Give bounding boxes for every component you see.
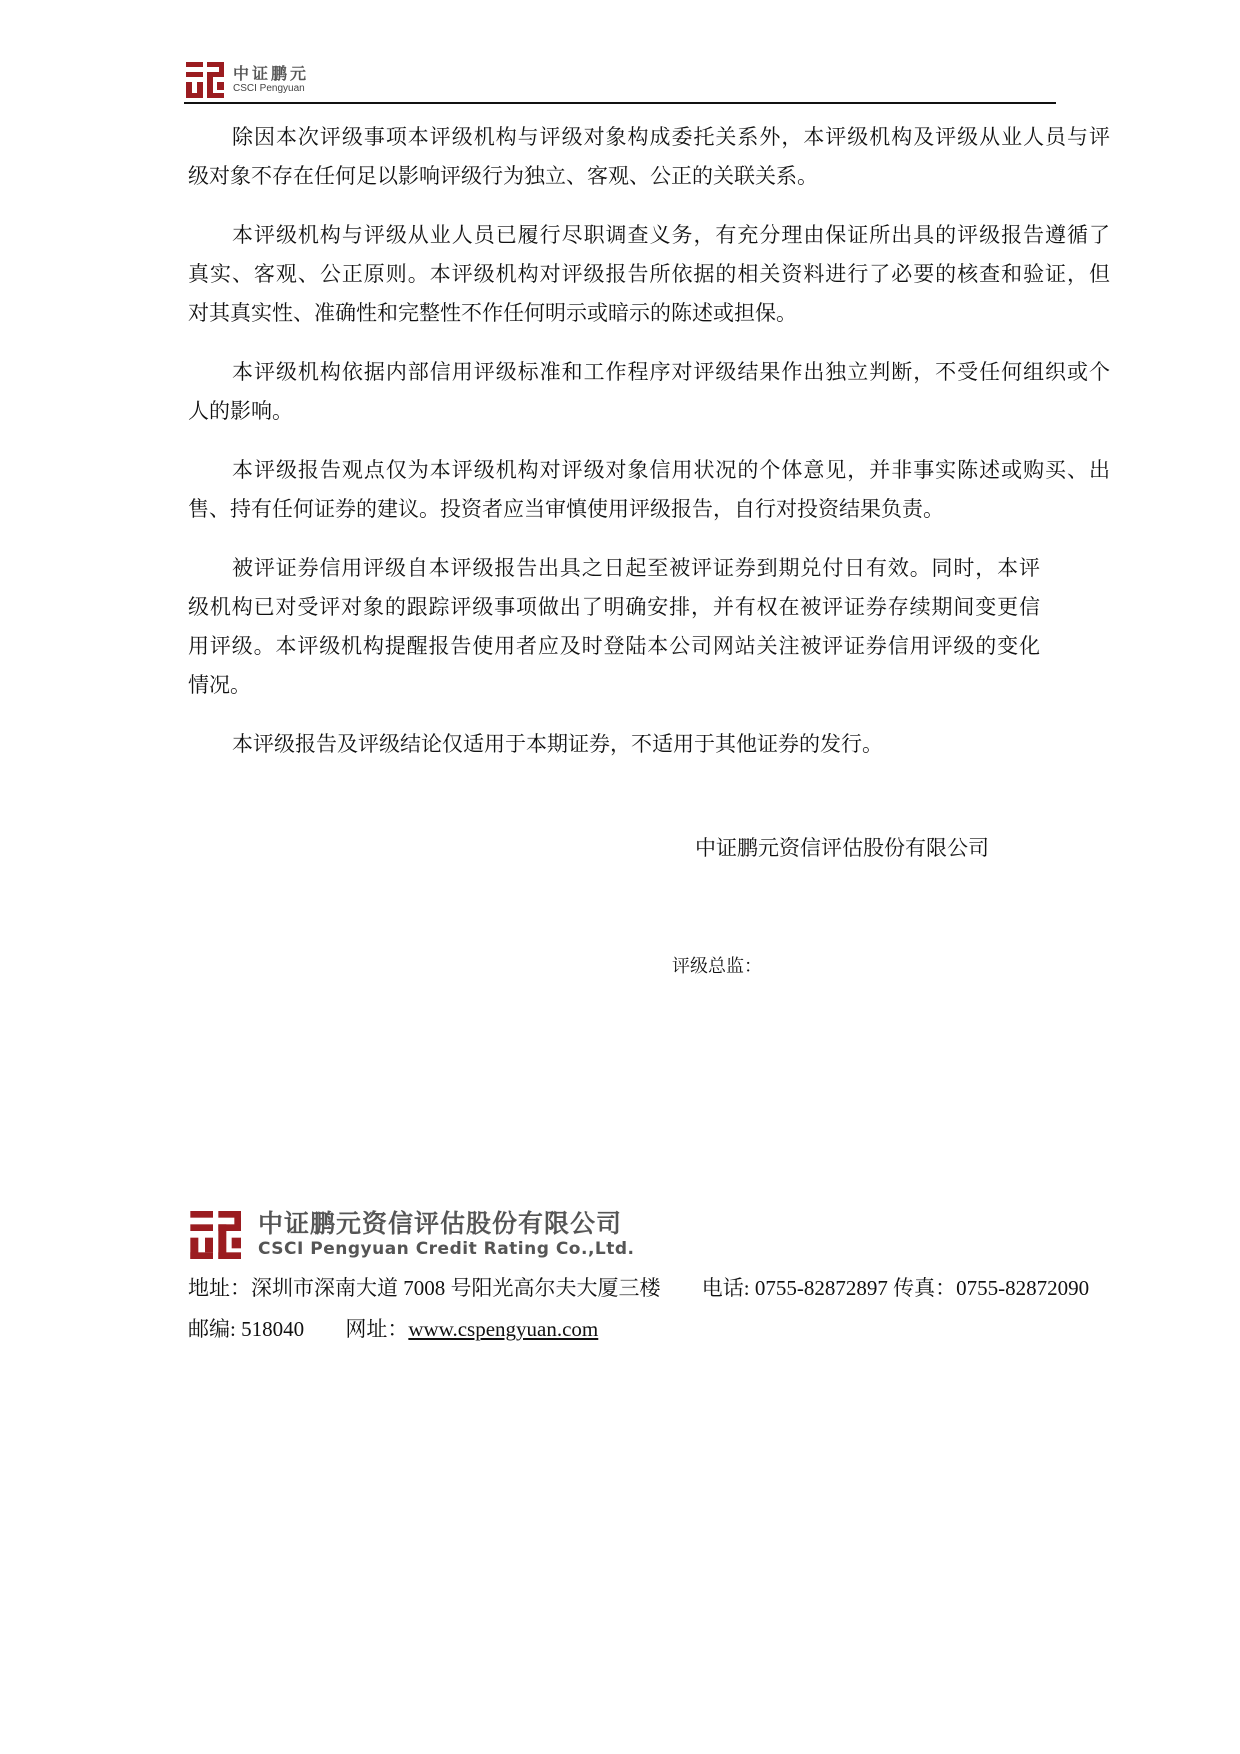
paragraph-line: 除因本次评级事项本评级机构与评级对象构成委托关系外，本评级机构及评级从业人员与评	[232, 125, 1110, 149]
director-label: 评级总监：	[672, 956, 762, 976]
footer-logo	[190, 1210, 635, 1260]
paragraph	[188, 725, 1110, 764]
document-body	[188, 118, 1110, 784]
paragraph-line: 本评级报告及评级结论仅适用于本期证券，不适用于其他证券的发行。	[232, 732, 883, 756]
header-logo	[186, 62, 309, 98]
footer-phone: 电话: 0755-82872897 传真：0755-82872090	[701, 1276, 1090, 1300]
header-logo-en: CSCI Pengyuan	[233, 83, 305, 94]
logo-mark-icon	[190, 1211, 244, 1259]
footer-address-line	[188, 1272, 1089, 1302]
paragraph	[188, 216, 1110, 333]
logo-mark-icon	[186, 62, 226, 98]
paragraph-line: 人的影响。	[188, 399, 293, 423]
footer-postcode: 邮编: 518040	[188, 1317, 305, 1341]
paragraph-line: 情况。	[188, 673, 251, 697]
paragraph-line: 售、持有任何证券的建议。投资者应当审慎使用评级报告，自行对投资结果负责。	[188, 497, 944, 521]
paragraph-line: 本评级机构与评级从业人员已履行尽职调查义务，有充分理由保证所出具的评级报告遵循了	[232, 223, 1110, 247]
paragraph-line: 对其真实性、准确性和完整性不作任何明示或暗示的陈述或担保。	[188, 301, 797, 325]
header-logo-cn: 中证鹏元	[233, 64, 310, 83]
paragraph	[188, 549, 1040, 705]
footer-website-link[interactable]: www.cspengyuan.com	[408, 1317, 599, 1341]
footer-address: 地址：深圳市深南大道 7008 号阳光高尔夫大厦三楼	[188, 1276, 661, 1300]
paragraph	[188, 118, 1110, 196]
paragraph-line: 被评证券信用评级自本评级报告出具之日起至被评证券到期兑付日有效。同时，本评	[232, 556, 1040, 580]
paragraph-line: 级对象不存在任何足以影响评级行为独立、客观、公正的关联关系。	[188, 164, 818, 188]
paragraph-line: 级机构已对受评对象的跟踪评级事项做出了明确安排，并有权在被评证券存续期间变更信	[188, 595, 1040, 619]
paragraph	[188, 451, 1110, 529]
paragraph	[188, 353, 1110, 431]
paragraph-line: 真实、客观、公正原则。本评级机构对评级报告所依据的相关资料进行了必要的核查和验证，但	[188, 262, 1110, 286]
header-divider	[184, 102, 1056, 104]
paragraph-line: 用评级。本评级机构提醒报告使用者应及时登陆本公司网站关注被评证券信用评级的变化	[188, 634, 1040, 658]
paragraph-line: 本评级报告观点仅为本评级机构对评级对象信用状况的个体意见，并非事实陈述或购买、出	[232, 458, 1110, 482]
footer-postcode-line	[188, 1313, 598, 1343]
signature-company: 中证鹏元资信评估股份有限公司	[695, 836, 989, 860]
footer-website-label: 网址：	[345, 1317, 409, 1341]
footer-logo-cn: 中证鹏元资信评估股份有限公司	[258, 1209, 623, 1238]
footer-logo-en: CSCI Pengyuan Credit Rating Co.,Ltd.	[258, 1239, 635, 1259]
paragraph-line: 本评级机构依据内部信用评级标准和工作程序对评级结果作出独立判断，不受任何组织或个	[232, 360, 1110, 384]
